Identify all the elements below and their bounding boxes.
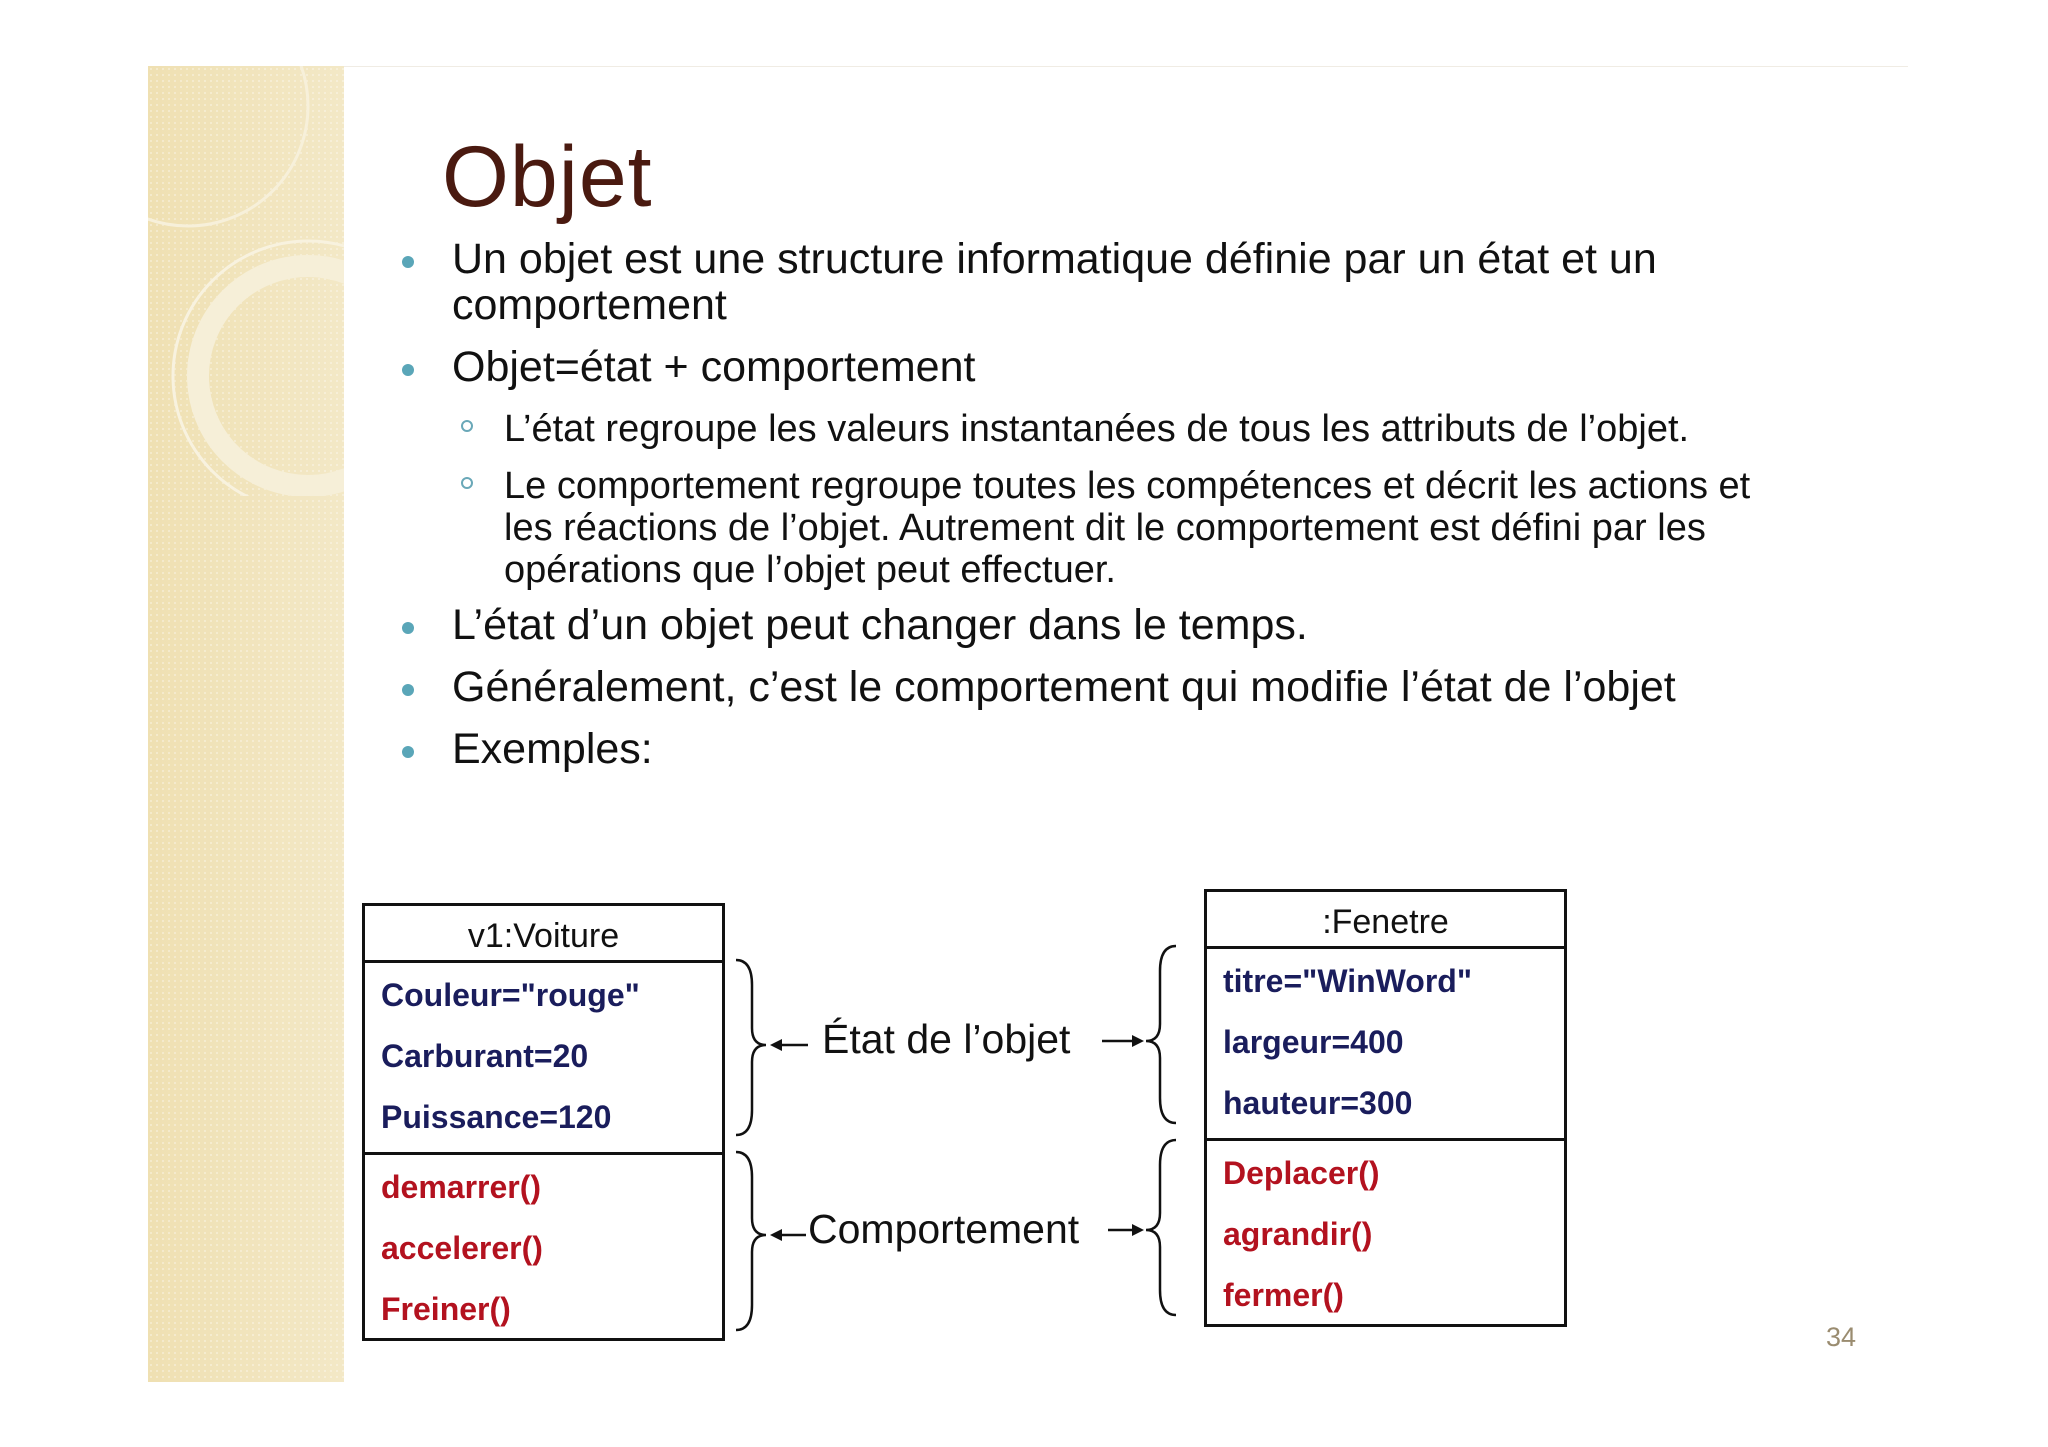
subbullet-item-comportement: Le comportement regroupe toutes les compétences et décrit les actions et les réactions de l’objet. Autrement dit le comportement est défini par les opérations que l’objet peut effectuer. xyxy=(504,465,1751,591)
fenetre-attribute: titre="WinWord" xyxy=(1223,963,1473,999)
arrowhead-icon xyxy=(1132,1224,1144,1236)
fenetre-behavior-brace-icon xyxy=(1146,1140,1176,1315)
fenetre-state-brace-icon xyxy=(1146,946,1176,1123)
bullet-item-changement: L’état d’un objet peut changer dans le temps. xyxy=(452,601,1308,649)
arrowhead-icon xyxy=(770,1229,782,1241)
fenetre-attribute: hauteur=300 xyxy=(1223,1085,1413,1121)
arrowhead-icon xyxy=(770,1039,782,1051)
voiture-behavior-brace-icon xyxy=(736,1152,766,1330)
bullet-item-formula: Objet=état + comportement xyxy=(452,343,976,391)
behavior-label: Comportement xyxy=(808,1206,1080,1252)
subbullet-item-etat: L’état regroupe les valeurs instantanées de tous les attributs de l’objet. xyxy=(504,408,1690,450)
bullet-item-exemples: Exemples: xyxy=(452,725,653,773)
fenetre-operation: fermer() xyxy=(1223,1277,1344,1313)
fenetre-operation: Deplacer() xyxy=(1223,1155,1380,1191)
slide-title: Objet xyxy=(442,129,653,225)
fenetre-operation: agrandir() xyxy=(1223,1216,1373,1252)
fenetre-object-name: :Fenetre xyxy=(1207,892,1564,949)
page-number: 34 xyxy=(1826,1322,1857,1352)
voiture-operation: demarrer() xyxy=(381,1169,542,1205)
fenetre-attribute: largeur=400 xyxy=(1223,1024,1404,1060)
voiture-state-brace-icon xyxy=(736,960,766,1135)
voiture-operation: Freiner() xyxy=(381,1291,511,1327)
voiture-object-name: v1:Voiture xyxy=(365,906,722,963)
bullet-item-generalement: Généralement, c’est le comportement qui modifie l’état de l’objet xyxy=(452,663,1676,711)
voiture-attribute: Puissance=120 xyxy=(381,1099,612,1135)
bullet-item-definition: Un objet est une structure informatique définie par un état et un comportement xyxy=(452,235,1657,329)
voiture-operation: accelerer() xyxy=(381,1230,543,1266)
state-label: État de l’objet xyxy=(822,1016,1071,1062)
voiture-attribute: Carburant=20 xyxy=(381,1038,589,1074)
arrowhead-icon xyxy=(1132,1035,1144,1047)
voiture-attribute: Couleur="rouge" xyxy=(381,977,640,1013)
